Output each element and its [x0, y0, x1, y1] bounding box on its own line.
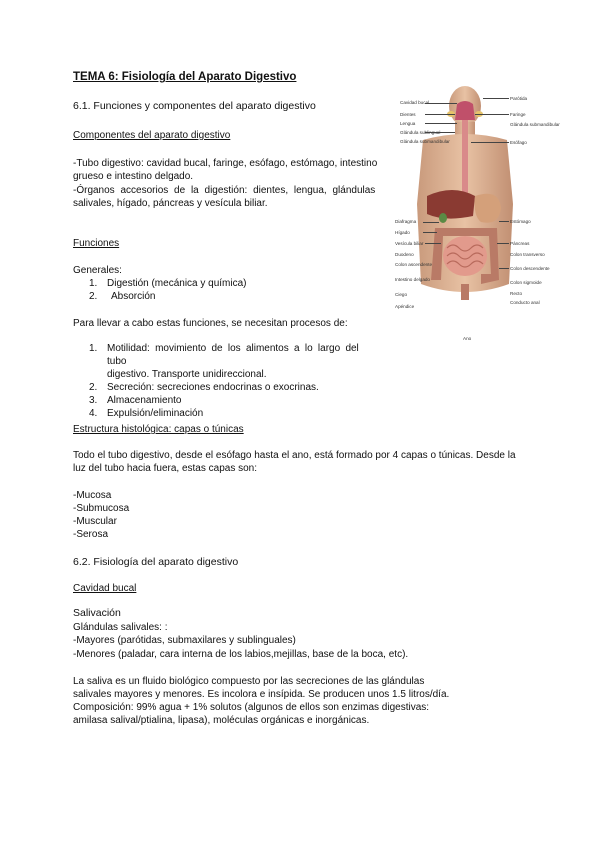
salivacion-label: Salivación — [73, 607, 121, 619]
label-ciego: Ciego — [395, 292, 408, 297]
cavidad-heading: Cavidad bucal — [73, 583, 137, 594]
saliva-line-1: La saliva es un fluido biológico compuesto por las secreciones de las glándulas — [73, 676, 425, 687]
list-item: 4. Expulsión/eliminación — [89, 408, 204, 419]
label-higado: Hígado — [395, 230, 410, 235]
generales-list — [83, 277, 383, 303]
saliva-line-4: amilasa salival/ptialina, lipasa), moléculas orgánicas e inorgánicas. — [73, 715, 370, 726]
list-item: -Serosa — [73, 529, 109, 540]
label-recto: Recto — [510, 291, 523, 296]
label-dientes: Dientes — [400, 112, 416, 117]
procesos-intro: Para llevar a cabo estas funciones, se necesitan procesos de: — [73, 318, 348, 329]
leader-line — [499, 268, 509, 269]
leader-line — [483, 98, 509, 99]
list-item: -Submucosa — [73, 503, 130, 514]
list-item: 3. Almacenamiento — [89, 395, 182, 406]
leader-line — [425, 243, 441, 244]
capas-list — [73, 489, 129, 541]
label-glandula-submandibular-left: Glándula submandibular — [400, 139, 450, 144]
label-parotida: Parótida — [510, 96, 528, 101]
organos-line-1: -Órganos accesorios de la digestión: dientes, lengua, glándulas — [73, 185, 376, 196]
list-item: 1. Digestión (mecánica y química) — [89, 278, 247, 289]
leader-line — [475, 114, 509, 115]
label-glandula-submandibular-right: Glándula submandibular — [510, 122, 560, 127]
label-cavidad-bucal: Cavidad bucal — [400, 100, 430, 105]
leader-line — [425, 123, 457, 124]
glandulas-label: Glándulas salivales: : — [73, 622, 168, 633]
leader-line — [471, 142, 509, 143]
list-item: -Muscular — [73, 516, 117, 527]
leader-line — [423, 232, 437, 233]
saliva-line-2: salivales mayores y menores. Es incolora e insípida. Se producen unos 1.5 litros/día. — [73, 689, 450, 700]
label-pancreas: Páncreas — [510, 241, 530, 246]
label-vesicula-biliar: Vesícula biliar — [395, 241, 424, 246]
label-intestino-delgado: Intestino delgado — [395, 277, 430, 282]
leader-line — [425, 103, 457, 104]
page-title: TEMA 6: Fisiología del Aparato Digestivo — [73, 71, 297, 83]
label-apendice: Apéndice — [395, 304, 415, 309]
label-colon-descendente: Colon descendente — [510, 266, 550, 271]
label-diafragma: Diafragma — [395, 219, 417, 224]
leader-line — [425, 114, 455, 115]
generales-label: Generales: — [73, 265, 122, 276]
leader-line — [497, 243, 509, 244]
label-glandula-sublingual: Glándula sublingual — [400, 130, 441, 135]
estructura-line-1: Todo el tubo digestivo, desde el esófago hasta el ano, está formado por 4 capas o túnicas. Desde la — [73, 450, 516, 461]
tubo-line-2: grueso e intestino delgado. — [73, 171, 194, 182]
estructura-heading: Estructura histológica: capas o túnicas — [73, 424, 244, 435]
label-colon-ascendente: Colon ascendente — [395, 262, 433, 267]
estructura-line-2: luz del tubo hacia fuera, estas capas son: — [73, 463, 258, 474]
leader-line — [499, 221, 509, 222]
componentes-heading: Componentes del aparato digestivo — [73, 130, 231, 141]
procesos-list — [83, 342, 383, 420]
label-conducto-anal: Conducto anal — [510, 300, 540, 305]
list-item: 2. Absorción — [89, 291, 156, 302]
section-6-1-heading: 6.1. Funciones y componentes del aparato digestivo — [73, 100, 316, 112]
digestive-system-diagram — [395, 84, 560, 346]
label-colon-sigmoide: Colon sigmoide — [510, 280, 542, 285]
label-colon-transverso: Colon transverso — [510, 252, 545, 257]
label-estomago: Estómago — [510, 219, 531, 224]
label-faringe: Faringe — [510, 112, 526, 117]
leader-line — [425, 132, 455, 133]
organos-line-2: salivales, hígado, páncreas y vesícula biliar. — [73, 198, 268, 209]
label-esofago: Esófago — [510, 140, 527, 145]
list-item: 1. Motilidad: movimiento de los alimentos a lo largo del tubo digestivo. Transporte unidireccional. — [89, 343, 359, 380]
mayores-line: -Mayores (parótidas, submaxilares y sublinguales) — [73, 635, 296, 646]
section-6-2-heading: 6.2. Fisiología del aparato digestivo — [73, 556, 239, 568]
leader-line — [423, 222, 439, 223]
label-duodeno: Duodeno — [395, 252, 414, 257]
menores-line: -Menores (paladar, cara interna de los labios,mejillas, base de la boca, etc). — [73, 649, 409, 660]
label-ano: Ano — [463, 336, 472, 341]
list-item: 2. Secreción: secreciones endocrinas o exocrinas. — [89, 382, 319, 393]
list-item: -Mucosa — [73, 490, 112, 501]
funciones-heading: Funciones — [73, 238, 120, 249]
label-lengua: Lengua — [400, 121, 416, 126]
tubo-line-1: -Tubo digestivo: cavidad bucal, faringe, esófago, estómago, intestino — [73, 158, 378, 169]
saliva-line-3: Composición: 99% agua + 1% solutos (algunos de ellos son enzimas digestivas: — [73, 702, 430, 713]
